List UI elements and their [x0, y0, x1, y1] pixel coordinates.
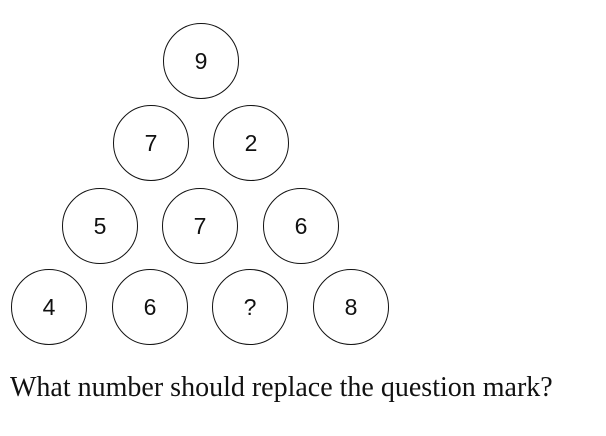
circle-r2-c2	[213, 105, 289, 181]
question-text: What number should replace the question mark?	[10, 372, 553, 403]
circle-value: 6	[143, 293, 157, 320]
circle-r1-c1	[163, 23, 239, 99]
circle-r2-c1	[113, 105, 189, 181]
circle-r3-c1	[62, 188, 138, 264]
circle-r3-c2	[162, 188, 238, 264]
circle-r4-c3-unknown	[212, 269, 288, 345]
circle-value: 7	[144, 129, 158, 156]
circle-value: 7	[193, 212, 207, 239]
circle-r4-c4	[313, 269, 389, 345]
circle-value: 9	[194, 47, 208, 74]
circle-value: ?	[243, 293, 257, 320]
circle-r4-c1	[11, 269, 87, 345]
circle-value: 8	[344, 293, 358, 320]
circle-value: 2	[244, 129, 258, 156]
circle-value: 4	[42, 293, 56, 320]
circle-r3-c3	[263, 188, 339, 264]
circle-value: 5	[93, 212, 107, 239]
circle-r4-c2	[112, 269, 188, 345]
circle-value: 6	[294, 212, 308, 239]
